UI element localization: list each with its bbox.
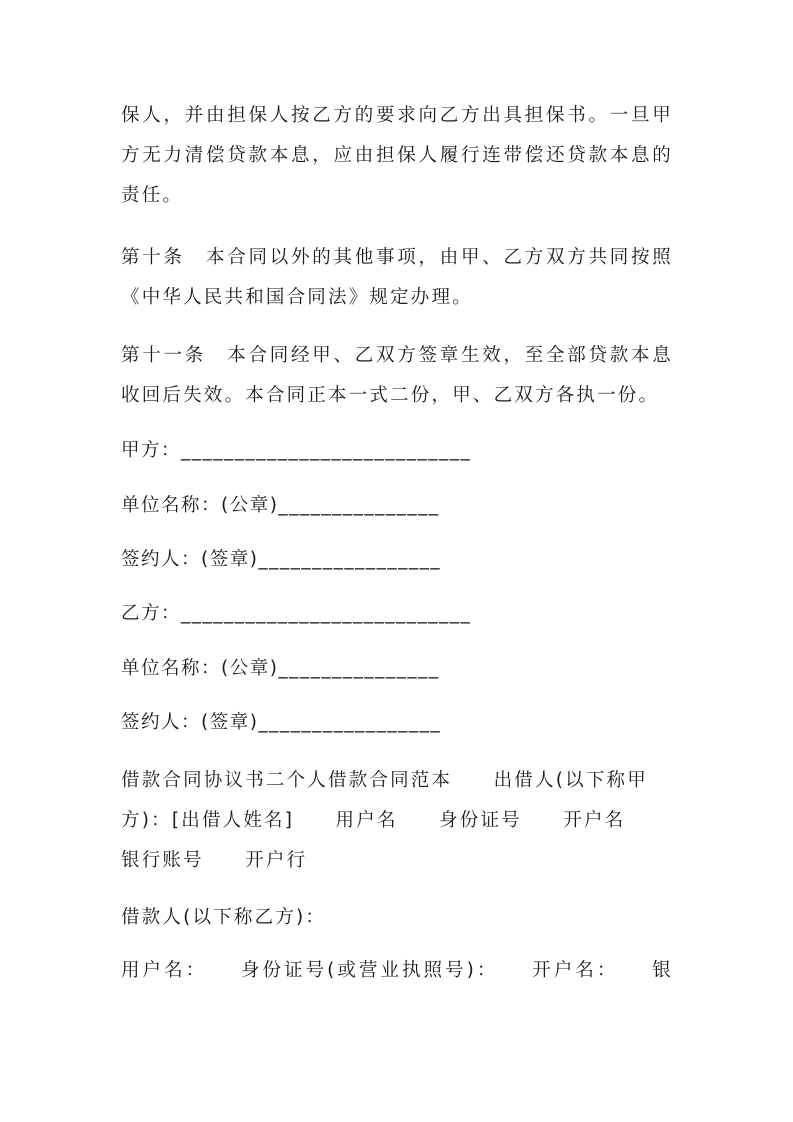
signer-a-line: 签约人：(签章)_________________ [121, 549, 442, 570]
unit-name-a-line: 单位名称：(公章)_______________ [121, 495, 440, 516]
text-line: 银行账号 开户行 [121, 850, 308, 871]
paragraph-guarantor-liability [121, 96, 673, 216]
signer-b-line: 签约人：(签章)_________________ [121, 712, 442, 733]
party-b-signature-line: 乙方：___________________________ [121, 603, 472, 624]
paragraph-borrower-fields [121, 951, 673, 991]
text-line: 《中华人民共和国合同法》规定办理。 [121, 287, 473, 308]
paragraph-article-ten [121, 238, 673, 318]
text-line: 借款合同协议书二个人借款合同范本 出借人(以下称甲 [121, 770, 648, 791]
text-line: 第十条 本合同以外的其他事项，由甲、乙方双方共同按照 [121, 247, 673, 268]
text-line: 用户名： 身份证号(或营业执照号)： 开户名： 银 [121, 960, 673, 981]
text-line: 方)：[出借人姓名] 用户名 身份证号 开户名 [121, 810, 626, 831]
text-line: 收回后失效。本合同正本一式二份，甲、乙双方各执一份。 [121, 385, 660, 406]
unit-name-b-line: 单位名称：(公章)_______________ [121, 658, 440, 679]
text-line: 方无力清偿贷款本息，应由担保人履行连带偿还贷款本息的 [121, 145, 673, 166]
paragraph-contract-two-intro [121, 761, 673, 881]
paragraph-borrower-heading [121, 898, 673, 938]
party-a-signature-line: 甲方：___________________________ [121, 440, 472, 461]
text-line: 保人，并由担保人按乙方的要求向乙方出具担保书。一旦甲 [121, 105, 673, 126]
text-line: 第十一条 本合同经甲、乙双方签章生效，至全部贷款本息 [121, 345, 673, 366]
text-line: 借款人(以下称乙方)： [121, 907, 327, 928]
text-line: 责任。 [121, 185, 184, 206]
paragraph-article-eleven [121, 336, 673, 416]
